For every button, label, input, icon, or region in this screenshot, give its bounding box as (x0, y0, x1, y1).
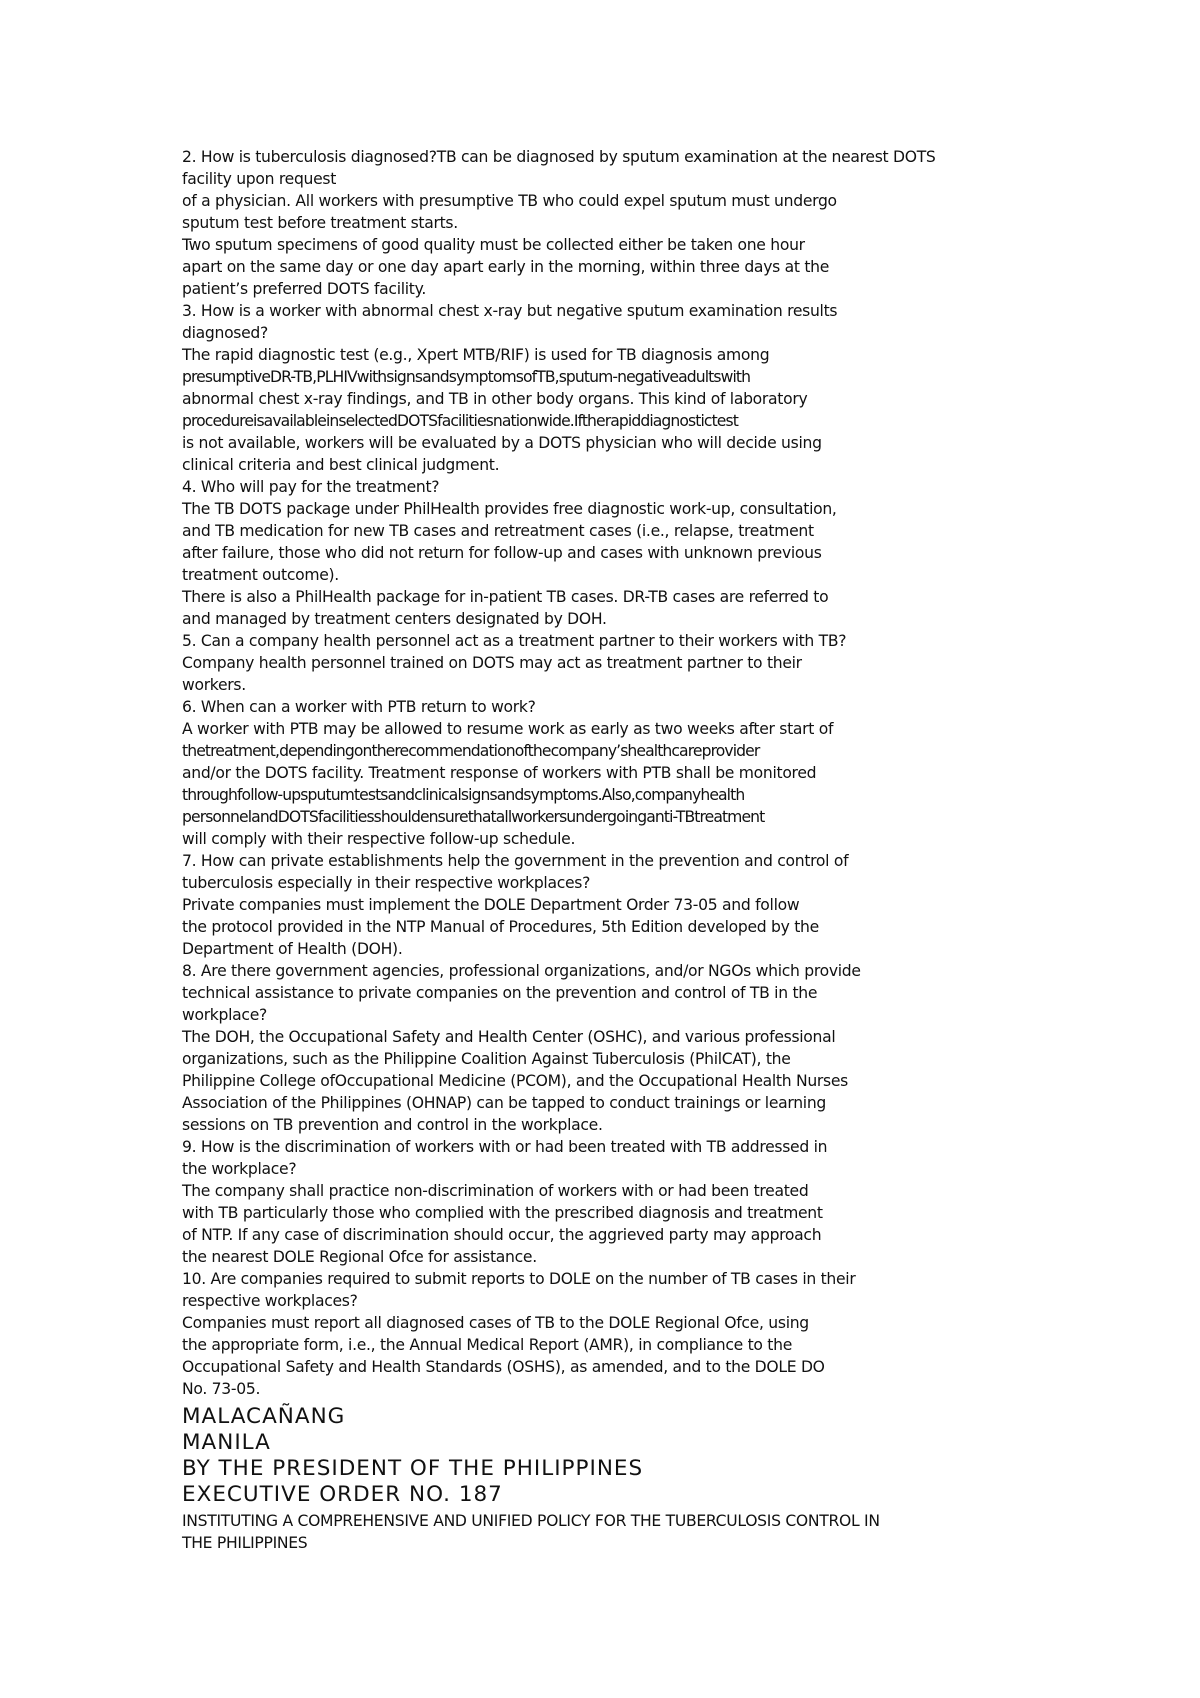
body-text-line: presumptiveDR-TB,PLHIVwithsignsandsymptomsofTB,sputum-negativeadultswith (182, 368, 751, 386)
heading-president: BY THE PRESIDENT OF THE PHILIPPINES (182, 1456, 644, 1481)
body-text-line: the workplace? (182, 1160, 297, 1178)
body-text-line: Occupational Safety and Health Standards (OSHS), as amended, and to the DOLE DO (182, 1358, 825, 1376)
body-text-line: clinical criteria and best clinical judgment. (182, 456, 500, 474)
body-text-line: diagnosed? (182, 324, 269, 342)
body-text-line: sputum test before treatment starts. (182, 214, 458, 232)
body-text-line: after failure, those who did not return for follow-up and cases with unknown previous (182, 544, 822, 562)
body-text-line: Private companies must implement the DOLE Department Order 73-05 and follow (182, 896, 800, 914)
body-text-line: of NTP. If any case of discrimination should occur, the aggrieved party may approach (182, 1226, 822, 1244)
body-text-line: thetreatment,dependingontherecommendationofthecompany’shealthcareprovider (182, 742, 760, 760)
body-text-line: sessions on TB prevention and control in the workplace. (182, 1116, 603, 1134)
body-text-line: apart on the same day or one day apart early in the morning, within three days at the (182, 258, 830, 276)
body-text-line: Two sputum specimens of good quality must be collected either be taken one hour (182, 236, 805, 254)
body-text-line: of a physician. All workers with presumptive TB who could expel sputum must undergo (182, 192, 837, 210)
body-text-line: The TB DOTS package under PhilHealth provides free diagnostic work-up, consultation, (182, 500, 837, 518)
body-text-line: treatment outcome). (182, 566, 339, 584)
body-text-line: facility upon request (182, 170, 337, 188)
body-text-line: Companies must report all diagnosed cases of TB to the DOLE Regional Ofce, using (182, 1314, 809, 1332)
body-text-line: with TB particularly those who complied with the prescribed diagnosis and treatment (182, 1204, 823, 1222)
body-text-line: and managed by treatment centers designated by DOH. (182, 610, 607, 628)
body-text-line: will comply with their respective follow-up schedule. (182, 830, 576, 848)
body-text-line: abnormal chest x-ray findings, and TB in other body organs. This kind of laboratory (182, 390, 808, 408)
body-text-line: is not available, workers will be evaluated by a DOTS physician who will decide using (182, 434, 822, 452)
body-text-line: personnelandDOTSfacilitiesshouldensurethatallworkersundergoinganti-TBtreatment (182, 808, 765, 826)
body-text-line: and/or the DOTS facility. Treatment response of workers with PTB shall be monitored (182, 764, 817, 782)
body-text-line: throughfollow-upsputumtestsandclinicalsignsandsymptoms.Also,companyhealth (182, 786, 745, 804)
body-text-line: and TB medication for new TB cases and retreatment cases (i.e., relapse, treatment (182, 522, 814, 540)
body-text-line: the protocol provided in the NTP Manual of Procedures, 5th Edition developed by the (182, 918, 819, 936)
body-text-line: A worker with PTB may be allowed to resume work as early as two weeks after start of (182, 720, 834, 738)
body-text-line: patient’s preferred DOTS facility. (182, 280, 426, 298)
body-text-line: the nearest DOLE Regional Ofce for assistance. (182, 1248, 537, 1266)
body-text-line: The rapid diagnostic test (e.g., Xpert MTB/RIF) is used for TB diagnosis among (182, 346, 770, 364)
order-title: THE PHILIPPINES (182, 1534, 308, 1552)
body-text-line: The company shall practice non-discrimination of workers with or had been treated (182, 1182, 809, 1200)
question-6: 6. When can a worker with PTB return to work? (182, 698, 536, 716)
body-text-line: tuberculosis especially in their respective workplaces? (182, 874, 591, 892)
question-4: 4. Who will pay for the treatment? (182, 478, 440, 496)
body-text-line: the appropriate form, i.e., the Annual Medical Report (AMR), in compliance to the (182, 1336, 792, 1354)
body-text-line: Philippine College ofOccupational Medicine (PCOM), and the Occupational Health Nurses (182, 1072, 848, 1090)
body-text-line: technical assistance to private companies on the prevention and control of TB in the (182, 984, 818, 1002)
question-7: 7. How can private establishments help the government in the prevention and control of (182, 852, 849, 870)
body-text-line: workers. (182, 676, 246, 694)
body-text-line: procedureisavailableinselectedDOTSfacilitiesnationwide.Iftherapiddiagnostictest (182, 412, 738, 430)
body-text-line: respective workplaces? (182, 1292, 358, 1310)
document-page (182, 146, 1182, 1554)
body-text-line: Association of the Philippines (OHNAP) can be tapped to conduct trainings or learning (182, 1094, 826, 1112)
body-text-line: No. 73-05. (182, 1380, 261, 1398)
body-text-line: There is also a PhilHealth package for in-patient TB cases. DR-TB cases are referred to (182, 588, 829, 606)
order-title: INSTITUTING A COMPREHENSIVE AND UNIFIED POLICY FOR THE TUBERCULOSIS CONTROL IN (182, 1512, 880, 1530)
body-text-line: The DOH, the Occupational Safety and Health Center (OSHC), and various professional (182, 1028, 836, 1046)
question-9: 9. How is the discrimination of workers with or had been treated with TB addressed in (182, 1138, 828, 1156)
body-text-line: Company health personnel trained on DOTS may act as treatment partner to their (182, 654, 802, 672)
question-2: 2. How is tuberculosis diagnosed?TB can be diagnosed by sputum examination at the nearest DOTS (182, 148, 936, 166)
question-3: 3. How is a worker with abnormal chest x-ray but negative sputum examination results (182, 302, 838, 320)
question-5: 5. Can a company health personnel act as a treatment partner to their workers with TB? (182, 632, 847, 650)
body-text-line: workplace? (182, 1006, 267, 1024)
heading-manila: MANILA (182, 1430, 271, 1455)
heading-executive-order: EXECUTIVE ORDER NO. 187 (182, 1482, 503, 1507)
question-10: 10. Are companies required to submit reports to DOLE on the number of TB cases in their (182, 1270, 856, 1288)
question-8: 8. Are there government agencies, professional organizations, and/or NGOs which provide (182, 962, 861, 980)
body-text-line: Department of Health (DOH). (182, 940, 403, 958)
heading-malacanang: MALACAÑANG (182, 1404, 346, 1429)
body-text-line: organizations, such as the Philippine Coalition Against Tuberculosis (PhilCAT), the (182, 1050, 791, 1068)
